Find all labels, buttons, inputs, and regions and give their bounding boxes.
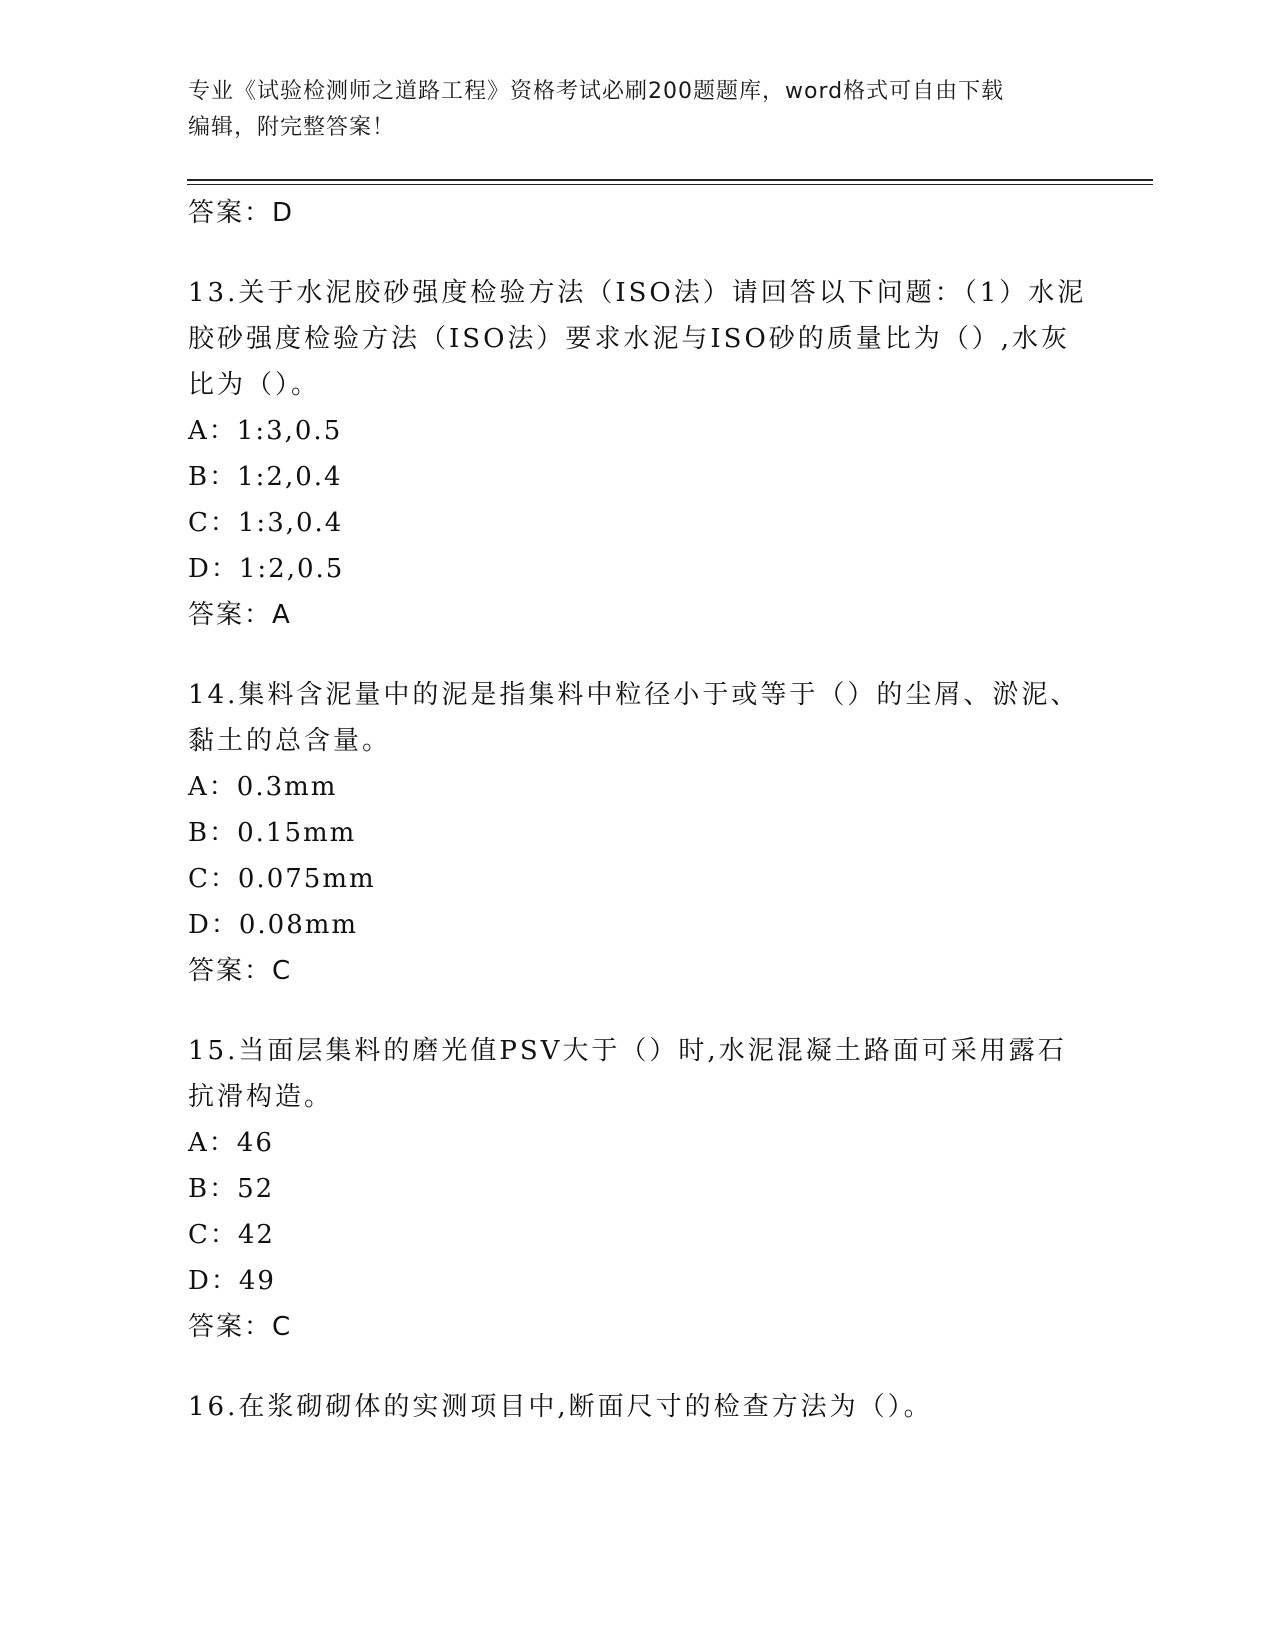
option-d: D：49: [188, 1266, 276, 1296]
header-line-1: 专业《试验检测师之道路工程》资格考试必刷200题题库，word格式可自由下载: [188, 79, 1005, 104]
option-a: A：0.3mm: [188, 772, 338, 802]
question-14: [188, 672, 1088, 994]
question-15: [188, 1028, 1088, 1350]
option-a: A：1:3,0.5: [188, 416, 343, 446]
question-stem-line: 13.关于水泥胶砂强度检验方法（ISO法）请回答以下问题：（1）水泥: [188, 278, 1087, 308]
question-16: [188, 1384, 1088, 1430]
question-list: [188, 190, 1088, 1464]
question-stem-line: 16.在浆砌砌体的实测项目中,断面尺寸的检查方法为（）。: [188, 1392, 933, 1422]
question-stem-line: 14.集料含泥量中的泥是指集料中粒径小于或等于（）的尘屑、淤泥、: [188, 680, 1080, 710]
option-c: C：1:3,0.4: [188, 508, 344, 538]
answer-label: 答案：A: [188, 600, 292, 630]
option-b: B：0.15mm: [188, 818, 357, 848]
answer-label: 答案：C: [188, 1312, 293, 1342]
question-stem-line: 15.当面层集料的磨光值PSV大于（）时,水泥混凝土路面可采用露石: [188, 1036, 1067, 1066]
option-c: C：0.075mm: [188, 864, 376, 894]
header-line-2: 编辑，附完整答案！: [188, 115, 396, 140]
option-c: C：42: [188, 1220, 275, 1250]
answer-label: 答案：C: [188, 956, 293, 986]
header-divider-thick: [187, 179, 1153, 181]
answer-label: 答案：D: [188, 198, 295, 228]
question-stem-line: 抗滑构造。: [188, 1082, 334, 1112]
question-13: [188, 270, 1088, 638]
option-d: D：1:2,0.5: [188, 554, 345, 584]
page-header: [188, 74, 1068, 146]
option-b: B：52: [188, 1174, 275, 1204]
question-stem-line: 黏土的总含量。: [188, 726, 392, 756]
option-b: B：1:2,0.4: [188, 462, 343, 492]
header-divider-thin: [187, 184, 1153, 185]
question-stem-line: 比为（）。: [188, 370, 321, 400]
question-stem-line: 胶砂强度检验方法（ISO法）要求水泥与ISO砂的质量比为（）,水灰: [188, 324, 1071, 354]
option-a: A：46: [188, 1128, 274, 1158]
option-d: D：0.08mm: [188, 910, 359, 940]
